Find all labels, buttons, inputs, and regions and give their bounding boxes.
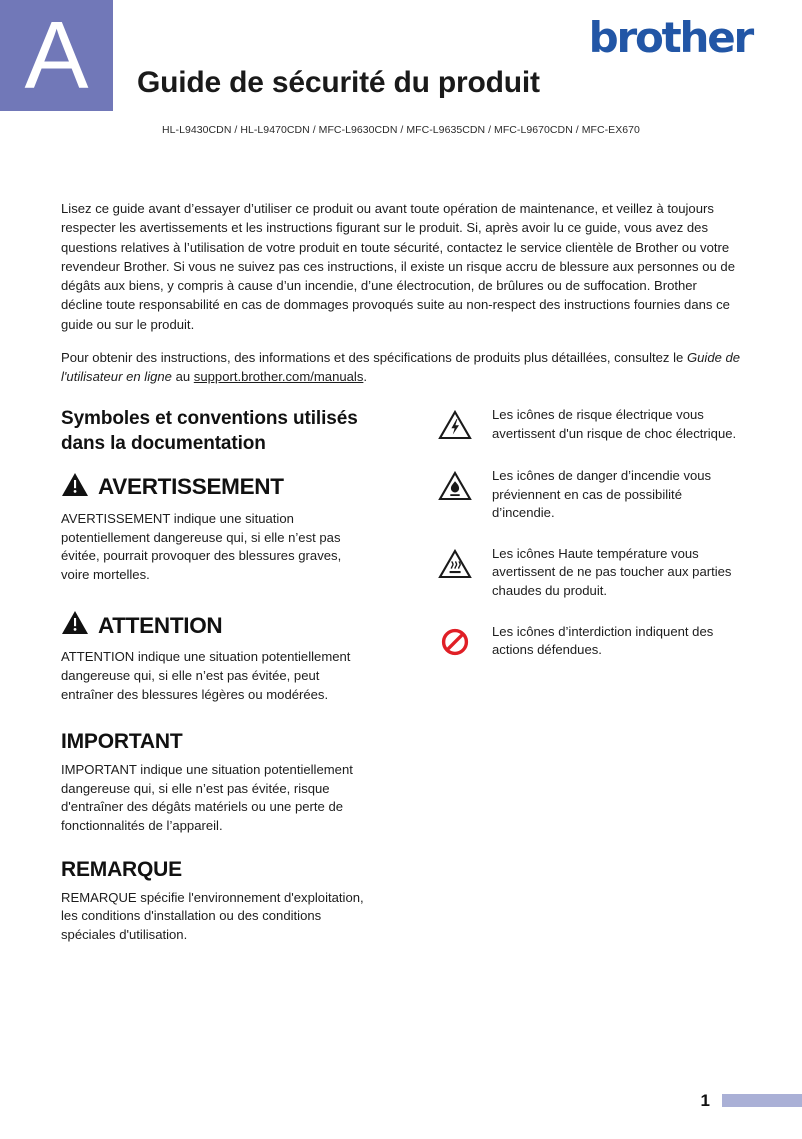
avertissement-text: AVERTISSEMENT indique une situation potentiellement dangereuse qui, si elle n’est pas évitée, pourrait provoquer des blessures graves, voire mortelles. xyxy=(61,511,342,582)
intro-p2-period: . xyxy=(363,369,368,385)
important-text: IMPORTANT indique une situation potentiellement dangereuse qui, si elle n’est pas évitée, risque d'entraîner des dégâts matériels ou une perte de fonctionnalités de l’appareil. xyxy=(61,762,353,833)
fire-hazard-icon xyxy=(438,467,472,506)
intro-block xyxy=(61,199,741,387)
hazard-row xyxy=(438,545,743,601)
spacer xyxy=(61,836,371,858)
model-list: HL-L9430CDN / HL-L9470CDN / MFC-L9630CDN / MFC-L9635CDN / MFC-L9670CDN / MFC-EX670 xyxy=(162,124,640,136)
warning-triangle-icon xyxy=(61,610,89,640)
avertissement-label: AVERTISSEMENT xyxy=(98,474,284,500)
page-title: Guide de sécurité du produit xyxy=(137,66,540,99)
spacer xyxy=(61,584,371,610)
hazard-row xyxy=(438,406,743,445)
intro-p2-text-before: Pour obtenir des instructions, des informations et des spécifications de produits plus détaillées, consultez le xyxy=(61,350,687,366)
intro-paragraph-1: Lisez ce guide avant d’essayer d’utiliser ce produit ou avant toute opération de maintenance, et veillez à toujours respecter les avertissements et les instructions figurant sur le produit. Si, après avoir lu ce guide, vous avez des questions relatives à l’utilisation de votre produit en toute sécurité, contactez le service clientèle de Brother ou votre revendeur Brother. Si vous ne suivez pas ces instructions, il existe un risque accru de blessure aux personnes ou de dégâts aux biens, y compris à cause d’un incendie, d’une électrocution, de brûlures ou de suffocation. Brother décline toute responsabilité en cas de dommages provoqués suite au non-respect des instructions fournies dans ce guide ou sur le produit. xyxy=(61,201,735,332)
intro-paragraph-2 xyxy=(61,348,741,387)
attention-label: ATTENTION xyxy=(98,612,223,638)
electrical-hazard-icon xyxy=(438,406,472,445)
hazard-row xyxy=(438,623,743,662)
electrical-hazard-text: Les icônes de risque électrique vous avertissent d'un risque de choc électrique. xyxy=(492,407,737,441)
hazard-row xyxy=(438,467,743,523)
appendix-letter-badge: A xyxy=(0,0,113,111)
prohibition-icon xyxy=(438,623,472,662)
remarque-heading: REMARQUE xyxy=(61,857,182,881)
avertissement-heading xyxy=(61,472,371,502)
hazard-icons-column xyxy=(438,406,743,684)
section-heading: Symboles et conventions utilisés dans la documentation xyxy=(61,408,358,454)
brother-logo: brother xyxy=(588,13,752,62)
spacer xyxy=(61,704,371,730)
intro-p2-connector: au xyxy=(171,369,194,385)
attention-heading xyxy=(61,610,371,640)
hot-surface-text: Les icônes Haute température vous avertissent de ne pas toucher aux parties chaudes du produit. xyxy=(492,545,732,598)
remarque-text: REMARQUE spécifie l'environnement d'exploitation, les conditions d'installation ou des conditions spéciales d'utilisation. xyxy=(61,889,364,942)
prohibition-text: Les icônes d’interdiction indiquent des actions défendues. xyxy=(492,623,714,658)
important-heading: IMPORTANT xyxy=(61,730,183,754)
page-number: 1 xyxy=(700,1091,710,1110)
conventions-column xyxy=(61,406,371,944)
attention-text: ATTENTION indique une situation potentiellement dangereuse qui, si elle n’est pas évitée, peut entraîner des blessures légères ou modérées. xyxy=(61,649,351,702)
online-user-guide-title: Guide de l'utilisateur en ligne xyxy=(61,350,741,385)
footer-accent-bar xyxy=(722,1094,802,1107)
warning-triangle-icon xyxy=(61,472,89,502)
support-url-link[interactable]: support.brother.com/manuals xyxy=(193,369,364,385)
hot-surface-icon xyxy=(438,545,472,584)
fire-hazard-text: Les icônes de danger d’incendie vous préviennent en cas de possibilité d’incendie. xyxy=(492,468,712,521)
